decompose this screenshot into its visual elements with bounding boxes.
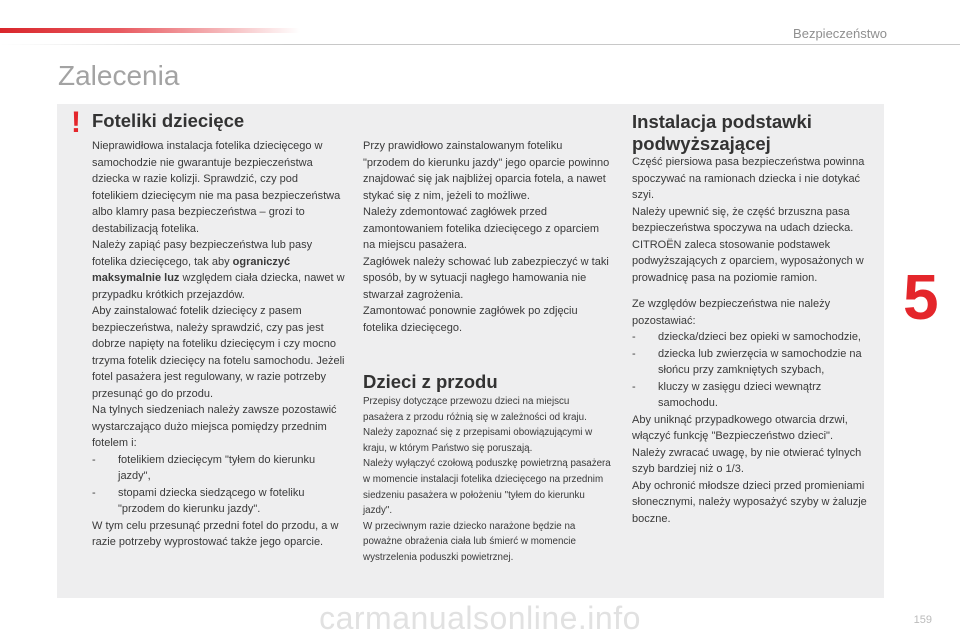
paragraph: Zamontować ponownie zagłówek po zdjęciu fotelika dziecięcego. xyxy=(363,305,578,334)
list-item: - dziecka/dzieci bez opieki w samochodzie, xyxy=(632,329,882,346)
paragraph: Na tylnych siedzeniach należy zawsze pozostawić wystarczająco dużo miejsca pomiędzy przednim fotelem i: xyxy=(92,404,337,449)
list-item: - stopami dziecka siedzącego w foteliku "przodem do kierunku jazdy". xyxy=(92,486,305,515)
emphasis: ograniczyć maksymalnie luz xyxy=(92,255,291,284)
paragraph: Należy zapiąć pasy bezpieczeństwa lub pasy fotelika dziecięcego, tak aby ograniczyć maksymalnie luz względem ciała dziecka, nawet w przypadku krótkich przejazdów. xyxy=(92,239,345,301)
heading-child-seats: Foteliki dziecięce xyxy=(92,110,245,131)
list-item: - kluczy w zasięgu dzieci wewnątrz samochodu. xyxy=(632,380,822,409)
list-dash: - xyxy=(632,347,636,360)
column-booster-seat xyxy=(632,154,882,527)
column-children-front xyxy=(363,394,611,566)
list-dash: - xyxy=(92,453,96,466)
list-dash: - xyxy=(632,380,636,393)
paragraph: Ze względów bezpieczeństwa nie należy pozostawiać: xyxy=(632,298,831,327)
list-dash: - xyxy=(92,486,96,499)
paragraph: W tym celu przesunąć przedni fotel do przodu, a w razie potrzeby wyprostować także jego oparcie. xyxy=(92,519,339,548)
paragraph: Należy upewnić się, że część brzuszna pasa bezpieczeństwa spoczywa na udach dziecka. xyxy=(632,205,854,234)
paragraph: Aby ochronić młodsze dzieci przed promieniami słonecznymi, należy wyposażyć szyby w żaluzje boczne. xyxy=(632,479,867,525)
chapter-number: 5 xyxy=(903,261,939,333)
paragraph: Aby uniknąć przypadkowego otwarcia drzwi, włączyć funkcję "Bezpieczeństwo dzieci". xyxy=(632,413,848,442)
list-item: - fotelikiem dziecięcym "tyłem do kierunku jazdy", xyxy=(92,453,316,482)
paragraph: W przeciwnym razie dziecko narażone będzie na poważne obrażenia ciała lub śmierć w momencie wystrzelenia poduszki powietrznej. xyxy=(363,520,576,563)
paragraph: Należy wyłączyć czołową poduszkę powietrzną pasażera w momencie instalacji fotelika dziecięcego na przednim siedzeniu pasażera w położeniu "tyłem do kierunku jazdy". xyxy=(363,458,611,517)
column-headrest xyxy=(363,138,611,336)
list-item: - dziecka lub zwierzęcia w samochodzie na słońcu przy zamkniętych szybach, xyxy=(632,347,862,376)
paragraph: Nieprawidłowa instalacja fotelika dziecięcego w samochodzie nie gwarantuje bezpieczeństwa dziecka w razie kolizji. Sprawdzić, czy pod fotelikiem dziecięcym nie ma pasa bezpieczeństwa albo klamry pasa bezpieczeństwa – grozi to destabilizacją fotelika. xyxy=(92,140,341,235)
warning-icon: ! xyxy=(71,106,81,139)
page-number: 159 xyxy=(913,614,932,626)
paragraph: Należy zdemontować zagłówek przed zamontowaniem fotelika dziecięcego z oparciem na miejscu pasażera. xyxy=(363,206,600,251)
paragraph: Zagłówek należy schować lub zabezpieczyć w taki sposób, by w sytuacji nagłego hamowania nie stwarzał zagrożenia. xyxy=(363,255,609,301)
paragraph: CITROËN zaleca stosowanie podstawek podwyższających z oparciem, wyposażonych w prowadnicę pasa na poziomie ramion. xyxy=(632,238,864,284)
section-label: Bezpieczeństwo xyxy=(793,26,887,41)
paragraph: Część piersiowa pasa bezpieczeństwa powinna spoczywać na ramionach dziecka i nie dotykać szyi. xyxy=(632,156,865,201)
paragraph: Przepisy dotyczące przewozu dzieci na miejscu pasażera z przodu różnią się w zależności od kraju. Należy zapoznać się z przepisami obowiązującymi w kraju, w którym Państwo się poruszają. xyxy=(363,396,593,454)
paragraph: Należy zwracać uwagę, by nie otwierać tylnych szyb bardziej niż o 1/3. xyxy=(632,446,862,475)
header-accent-bar xyxy=(0,28,300,33)
heading-children-front: Dzieci z przodu xyxy=(363,371,498,392)
paragraph: Przy prawidłowo zainstalowanym foteliku "przodem do kierunku jazdy" jego oparcie powinno znajdować się jak najbliżej oparcia fotela, a nawet stykać się z nim, jeżeli to możliwe. xyxy=(363,140,610,202)
paragraph: Aby zainstalować fotelik dziecięcy z pasem bezpieczeństwa, należy sprawdzić, czy pas jest dobrze napięty na foteliku dziecięcym i czy mocno trzyma fotelik dziecięcy na fotelu samochodu. Jeżeli fotel pasażera jest regulowany, w razie potrzeby przesunąć go do przodu. xyxy=(92,305,345,400)
spacer xyxy=(632,286,882,296)
page-title: Zalecenia xyxy=(58,60,180,91)
header-divider xyxy=(0,44,960,45)
list-dash: - xyxy=(632,331,636,343)
column-child-seats xyxy=(92,138,345,551)
watermark: carmanualsonline.info xyxy=(319,600,641,636)
heading-booster-seat: Instalacja podstawki podwyższającej xyxy=(632,111,812,154)
